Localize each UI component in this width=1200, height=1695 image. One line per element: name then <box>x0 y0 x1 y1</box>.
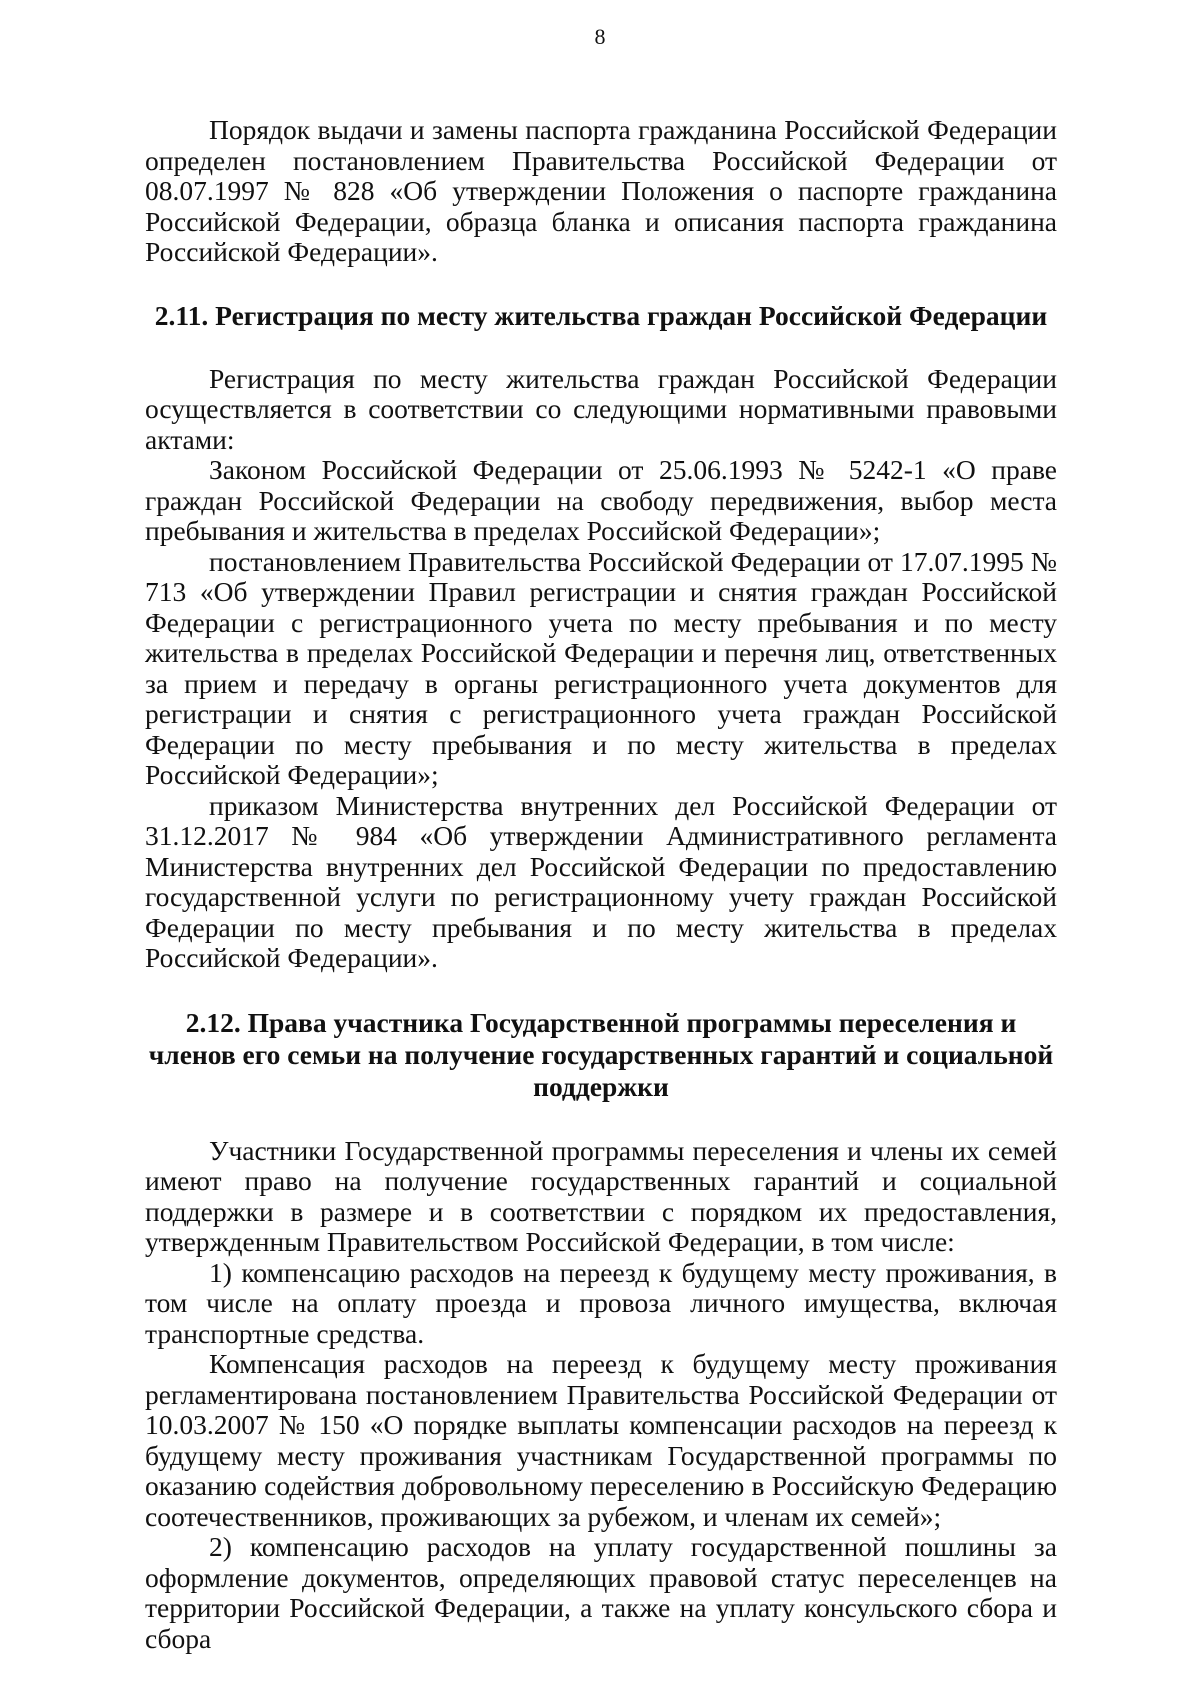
document-body <box>145 115 1057 1654</box>
paragraph: 1) компенсацию расходов на переезд к будущему месту проживания, в том числе на оплату проезда и провоза личного имущества, включая транспортные средства. <box>145 1256 1057 1349</box>
intro-paragraph: Порядок выдачи и замены паспорта гражданина Российской Федерации определен постановлением Правительства Российской Федерации от 08.07.1997 № 828 «Об утверждении Положения о паспорте гражданина Российской Федерации, образца бланка и описания паспорта гражданина Российской Федерации». <box>145 114 1057 267</box>
paragraph: 2) компенсацию расходов на уплату государственной пошлины за оформление документов, определяющих правовой статус переселенцев на территории Российской Федерации, а также на уплату консульского сбора и сбора <box>145 1531 1057 1654</box>
paragraph: Законом Российской Федерации от 25.06.1993 № 5242-1 «О праве граждан Российской Федерации на свободу передвижения, выбор места пребывания и жительства в пределах Российской Федерации»; <box>145 454 1057 546</box>
section-heading-2-11: 2.11. Регистрация по месту жительства граждан Российской Федерации <box>154 299 1048 331</box>
paragraph: приказом Министерства внутренних дел Российской Федерации от 31.12.2017 № 984 «Об утверждении Административного регламента Министерства внутренних дел Российской Федерации по предоставлению государственной услуги по регистрационному учету граждан Российской Федерации по месту пребывания и по месту жительства в пределах Российской Федерации». <box>145 789 1057 973</box>
paragraph: Компенсация расходов на переезд к будущему месту проживания регламентирована постановлением Правительства Российской Федерации от 10.03.2007 № 150 «О порядке выплаты компенсации расходов на переезд к будущему месту проживания участникам Государственной программы по оказанию содействия добровольному переселению в Российскую Федерацию соотечественников, проживающих за рубежом, и членам их семей»; <box>145 1348 1057 1532</box>
paragraph: Участники Государственной программы переселения и члены их семей имеют право на получение государственных гарантий и социальной поддержки в размере и в соответствии с порядком их предоставления, утвержденным Правительством Российской Федерации, в том числе: <box>145 1134 1057 1257</box>
paragraph: Регистрация по месту жительства граждан Российской Федерации осуществляется в соответствии со следующими нормативными правовыми актами: <box>145 362 1057 455</box>
paragraph: постановлением Правительства Российской Федерации от 17.07.1995 № 713 «Об утверждении Правил регистрации и снятия граждан Российской Федерации с регистрационного учета по месту пребывания и по месту жительства в пределах Российской Федерации и перечня лиц, ответственных за прием и передачу в органы регистрационного учета документов для регистрации и снятия с регистрационного учета граждан Российской Федерации по месту пребывания и по месту жительства в пределах Российской Федерации»; <box>145 545 1057 790</box>
page-number: 8 <box>594 24 606 49</box>
section-heading-2-12: 2.12. Права участника Государственной программы переселения и членов его семьи на получение государственных гарантий и социальной поддержки <box>148 1006 1054 1102</box>
